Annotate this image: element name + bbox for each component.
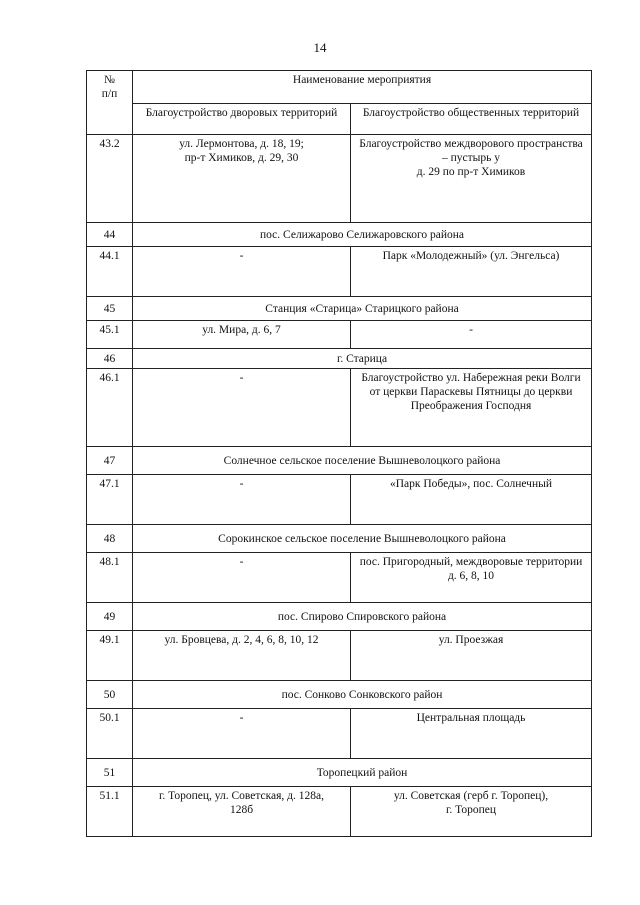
section-title: Торопецкий район (133, 759, 592, 787)
row-num: 48.1 (87, 553, 133, 603)
header-col-public: Благоустройство общественных территорий (351, 104, 592, 135)
section-row (87, 759, 592, 787)
yard-cell: - (133, 553, 351, 603)
row-num: 44.1 (87, 247, 133, 297)
events-table (86, 70, 592, 837)
item-row (87, 553, 592, 603)
item-row (87, 475, 592, 525)
section-title: пос. Спирово Спировского района (133, 603, 592, 631)
public-cell: Благоустройство междворового пространства – пустырь у д. 29 по пр-т Химиков (351, 135, 592, 223)
row-num: 47 (87, 447, 133, 475)
section-title: Солнечное сельское поселение Вышневолоцкого района (133, 447, 592, 475)
yard-cell: - (133, 709, 351, 759)
public-cell: - (351, 321, 592, 349)
row-num: 49 (87, 603, 133, 631)
header-subrow (87, 104, 592, 135)
public-cell: ул. Советская (герб г. Торопец), г. Торопец (351, 787, 592, 837)
row-num: 45.1 (87, 321, 133, 349)
row-num: 50.1 (87, 709, 133, 759)
public-cell: пос. Пригородный, междворовые территории д. 6, 8, 10 (351, 553, 592, 603)
section-title: Сорокинское сельское поселение Вышневолоцкого района (133, 525, 592, 553)
section-row (87, 447, 592, 475)
row-num: 49.1 (87, 631, 133, 681)
page-number: 14 (313, 40, 327, 55)
row-num: 51 (87, 759, 133, 787)
yard-cell: ул. Бровцева, д. 2, 4, 6, 8, 10, 12 (133, 631, 351, 681)
section-title: г. Старица (133, 349, 592, 369)
section-row (87, 297, 592, 321)
public-cell: Центральная площадь (351, 709, 592, 759)
header-title: Наименование мероприятия (133, 71, 592, 104)
item-row (87, 631, 592, 681)
section-row (87, 223, 592, 247)
public-cell: «Парк Победы», пос. Солнечный (351, 475, 592, 525)
row-num: 50 (87, 681, 133, 709)
item-row (87, 787, 592, 837)
section-title: пос. Селижарово Селижаровского района (133, 223, 592, 247)
item-row (87, 321, 592, 349)
public-cell: ул. Проезжая (351, 631, 592, 681)
yard-cell: - (133, 369, 351, 447)
row-num: 45 (87, 297, 133, 321)
row-num: 44 (87, 223, 133, 247)
yard-cell: ул. Лермонтова, д. 18, 19; пр-т Химиков, д. 29, 30 (133, 135, 351, 223)
section-row (87, 525, 592, 553)
item-row (87, 135, 592, 223)
yard-cell: - (133, 247, 351, 297)
yard-cell: ул. Мира, д. 6, 7 (133, 321, 351, 349)
row-num: 47.1 (87, 475, 133, 525)
item-row (87, 709, 592, 759)
header-num: № п/п (87, 71, 133, 135)
section-row (87, 603, 592, 631)
row-num: 48 (87, 525, 133, 553)
item-row (87, 247, 592, 297)
row-num: 51.1 (87, 787, 133, 837)
section-title: пос. Сонково Сонковского район (133, 681, 592, 709)
public-cell: Благоустройство ул. Набережная реки Волги от церкви Параскевы Пятницы до церкви Преображения Господня (351, 369, 592, 447)
yard-cell: г. Торопец, ул. Советская, д. 128а, 128б (133, 787, 351, 837)
section-title: Станция «Старица» Старицкого района (133, 297, 592, 321)
row-num: 46.1 (87, 369, 133, 447)
public-cell: Парк «Молодежный» (ул. Энгельса) (351, 247, 592, 297)
section-row (87, 681, 592, 709)
header-row (87, 71, 592, 104)
yard-cell: - (133, 475, 351, 525)
header-col-yard: Благоустройство дворовых территорий (133, 104, 351, 135)
item-row (87, 369, 592, 447)
row-num: 43.2 (87, 135, 133, 223)
section-row (87, 349, 592, 369)
row-num: 46 (87, 349, 133, 369)
